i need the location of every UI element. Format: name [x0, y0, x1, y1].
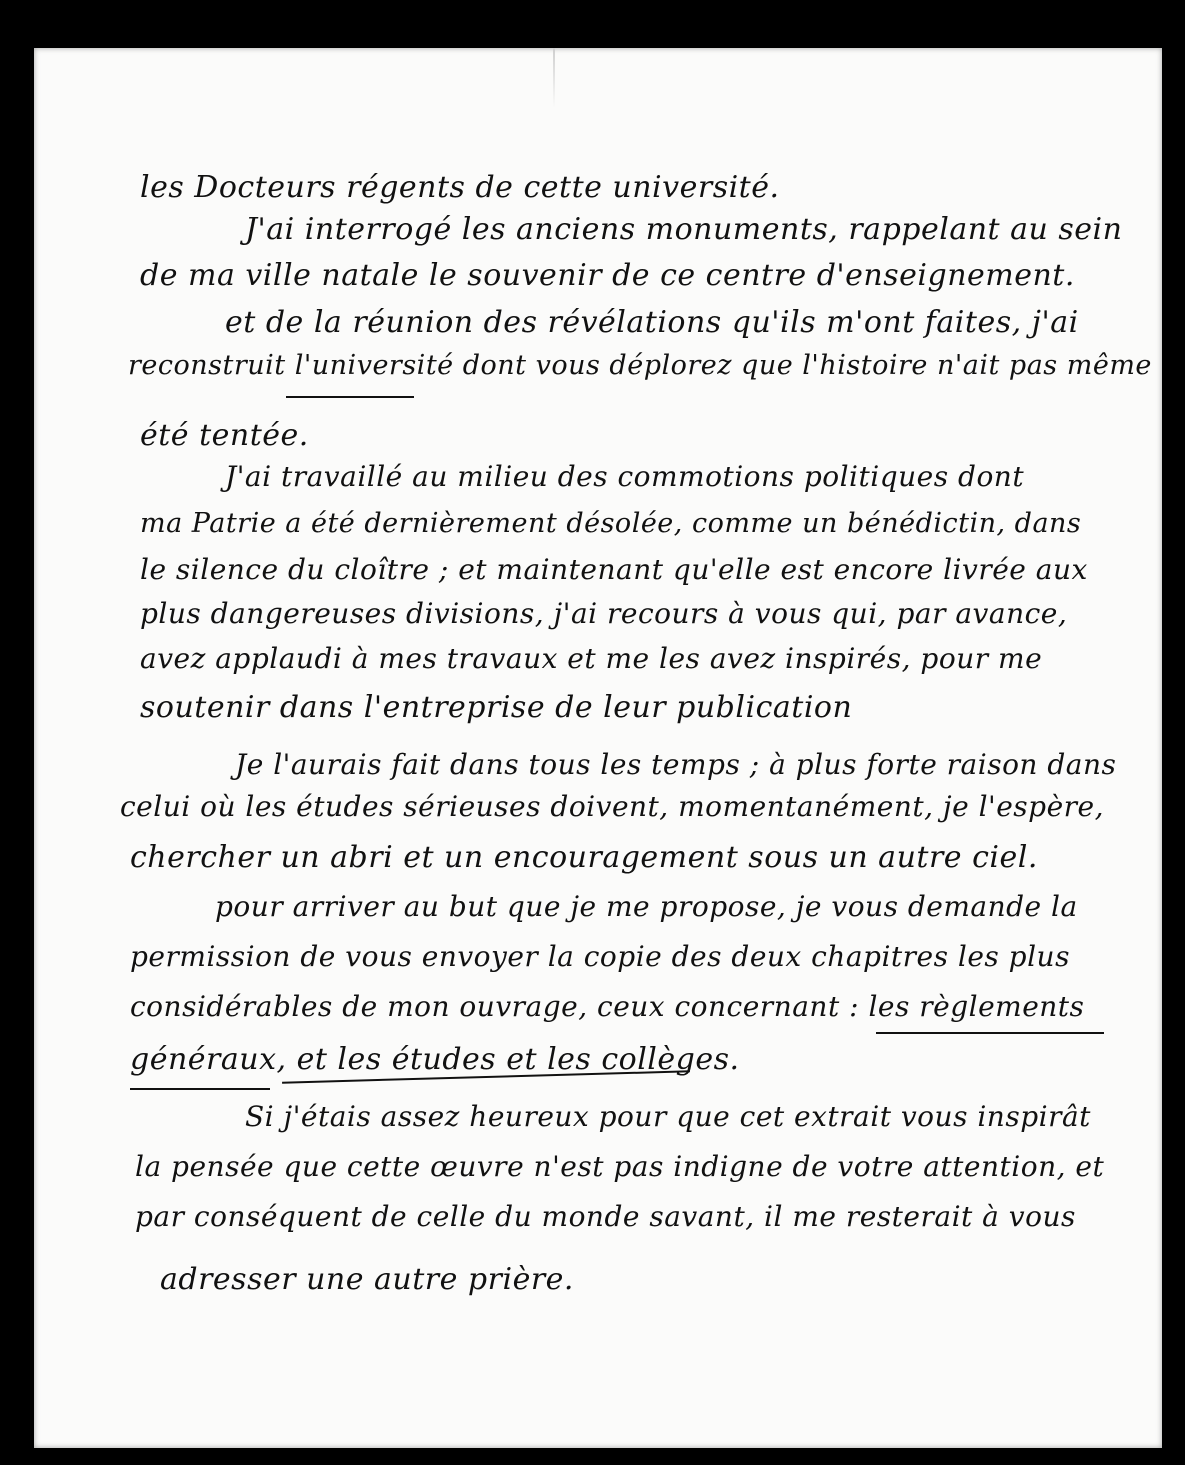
text-line: soutenir dans l'entreprise de leur publication: [140, 690, 853, 725]
text-line: permission de vous envoyer la copie des deux chapitres les plus: [130, 940, 1070, 973]
text-line: celui où les études sérieuses doivent, momentanément, je l'espère,: [120, 790, 1105, 823]
text-line: considérables de mon ouvrage, ceux concernant : les règlements: [130, 990, 1085, 1023]
text-line: le silence du cloître ; et maintenant qu'elle est encore livrée aux: [140, 553, 1088, 586]
text-line: J'ai travaillé au milieu des commotions politiques dont: [225, 460, 1025, 493]
text-line-underlined: reconstruit l'université dont vous déplorez que l'histoire n'ait pas même: [128, 350, 1152, 381]
text-line: ma Patrie a été dernièrement désolée, comme un bénédictin, dans: [140, 508, 1082, 539]
text-line: avez applaudi à mes travaux et me les avez inspirés, pour me: [140, 642, 1043, 675]
text-line: pour arriver au but que je me propose, je vous demande la: [215, 890, 1078, 923]
text-line: par conséquent de celle du monde savant, il me resterait à vous: [135, 1200, 1076, 1233]
text-line: adresser une autre prière.: [160, 1262, 574, 1297]
underline-stroke: [130, 1088, 270, 1090]
text-line: J'ai interrogé les anciens monuments, rappelant au sein: [245, 212, 1123, 247]
text-line: chercher un abri et un encouragement sous un autre ciel.: [130, 840, 1038, 875]
text-line: les Docteurs régents de cette université.: [140, 170, 780, 205]
underline-stroke: [876, 1032, 1104, 1034]
text-line: de ma ville natale le souvenir de ce centre d'enseignement.: [140, 258, 1075, 293]
text-line: Je l'aurais fait dans tous les temps ; à plus forte raison dans: [235, 748, 1117, 781]
text-line: la pensée que cette œuvre n'est pas indigne de votre attention, et: [135, 1150, 1105, 1183]
text-line: plus dangereuses divisions, j'ai recours à vous qui, par avance,: [140, 597, 1068, 630]
underline-stroke: [286, 396, 414, 398]
text-line: généraux, et les études et les collèges.: [130, 1042, 740, 1077]
text-line: Si j'étais assez heureux pour que cet extrait vous inspirât: [245, 1100, 1091, 1133]
text-line: et de la réunion des révélations qu'ils m'ont faites, j'ai: [225, 305, 1079, 340]
text-line: été tentée.: [140, 418, 309, 453]
